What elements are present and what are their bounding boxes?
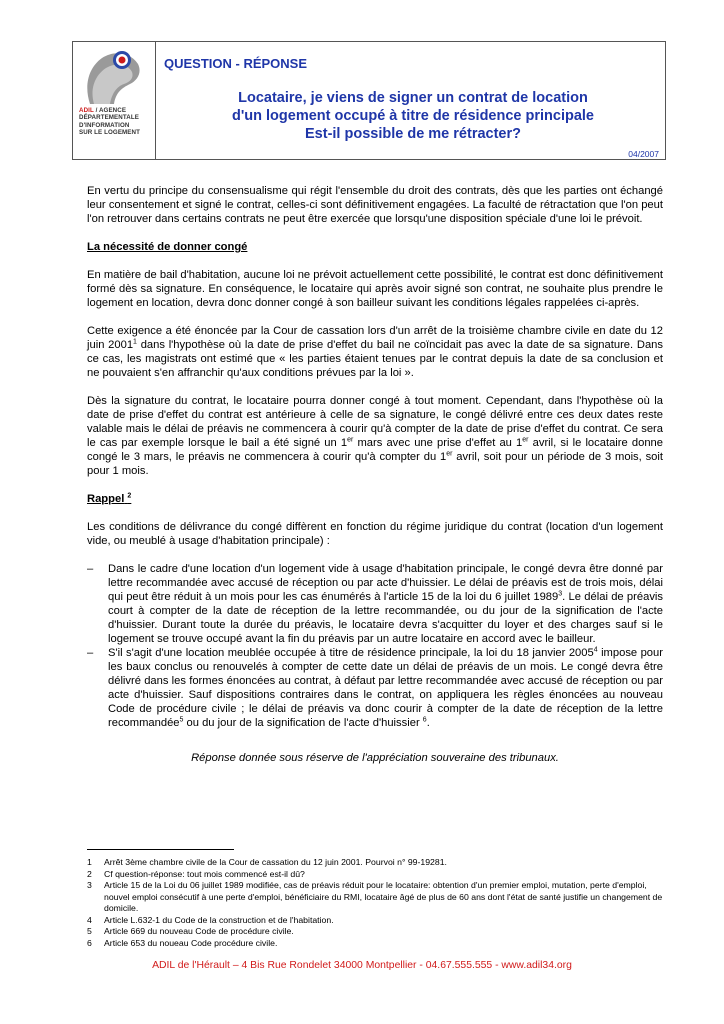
footnotes	[87, 857, 663, 949]
footnote-number: 6	[87, 937, 92, 948]
title-line-1: Locataire, je viens de signer un contrat de location	[238, 90, 588, 106]
footnote-ref-6: 6	[422, 716, 427, 724]
paragraph-cassation	[87, 324, 663, 380]
logo-line-4: SUR LE LOGEMENT	[79, 129, 140, 137]
text-run: mars avec une prise d'effet au 1	[353, 437, 523, 449]
text-run: avril, si le locataire donne congé le 3 mars, le préavis ne commencera à courir qu'à compter du 1	[87, 437, 663, 463]
footnote-number: 2	[87, 868, 92, 879]
logo-line-2: DÉPARTEMENTALE	[79, 114, 139, 122]
question-reponse-tag: QUESTION - RÉPONSE	[164, 56, 308, 71]
closing-disclaimer: Réponse donnée sous réserve de l'appréciation souveraine des tribunaux.	[191, 752, 559, 764]
footnote-text: Article 669 du nouveau Code de procédure civile.	[104, 926, 294, 936]
paragraph-bail: En matière de bail d'habitation, aucune loi ne prévoit actuellement cette possibilité, le contrat est donc définitivement formé dès sa signature. En conséquence, le locataire qui après avoir signé son contrat, ne souhaite plus prendre le logement en location, devra donc donner congé à son bailleur suivant les conditions légales rappelées ci-après.	[87, 269, 663, 309]
title-line-2: d'un logement occupé à titre de résidence principale	[231, 108, 594, 124]
footnote	[87, 938, 663, 950]
document-body	[87, 184, 663, 765]
adil-logo	[73, 42, 156, 159]
footnote-ref-5: 5	[179, 716, 184, 724]
intro-paragraph: En vertu du principe du consensualisme qui régit l'ensemble du droit des contrats, dès que les parties ont échangé leur consentement et signé le contrat, celles-ci sont définitivement engagées. La faculté de rétractation que l'on peut l'on retrouver dans certains contrats ne peut être exercée que lorsqu'une disposition spéciale d'une loi le prévoit.	[87, 185, 663, 225]
footnote-text: Article 15 de la Loi du 06 juillet 1989 modifiée, cas de préavis réduit pour le locataire: obtention d'un premier emploi, mutation, perte d'emploi, nouvel emploi consécutif à une perte d'emploi, bénéficiaire du RMI, locataire âgé de plus de 60 ans dont l'état de santé justifie un changement de domicile.	[104, 880, 663, 913]
text-run: S'il s'agit d'une location meublée occupée à titre de résidence principale, la loi du 18 janvier 2005	[108, 647, 594, 659]
text-run: impose pour les baux conclus ou renouvelés à compter de cette date un délai de préavis de un mois. Le congé devra être délivré dans les formes énoncées au contrat, à défaut par lettre recommandée avec accusé de réception ou par acte d'huissier. Sauf dispositions contraires dans le contrat, on appliquera les règles énoncées au nouveau Code de procédure civile ; le délai de préavis va donc courir à compter de la date de réception de la lettre recommandée	[108, 647, 663, 729]
superscript: er	[347, 436, 354, 444]
heading-text: Rappel	[87, 493, 125, 505]
paragraph-conditions: Les conditions de délivrance du congé diffèrent en fonction du régime juridique du contrat (location d'un logement vide, ou meublé à usage d'habitation principale) :	[87, 521, 663, 547]
text-run: Dans le cadre d'une location d'un logement vide à usage d'habitation principale, le congé devra être donné par lettre recommandée avec accusé de réception ou par acte d'huissier. Le délai de préavis est de trois mois, délai qui peut être réduit à un mois pour les cas énumérés à l'article 15 de la loi du 6 juillet 1989	[108, 563, 663, 603]
title-line-3: Est-il possible de me rétracter?	[305, 126, 521, 142]
footnote	[87, 880, 663, 915]
paragraph-signature	[87, 394, 663, 478]
superscript: er	[522, 436, 529, 444]
footer-contact: ADIL de l'Hérault – 4 Bis Rue Rondelet 34000 Montpellier - 04.67.555.555 - www.adil34.org	[152, 960, 572, 971]
logo-line-1: / AGENCE	[95, 107, 127, 114]
footnote-ref-4: 4	[593, 646, 598, 654]
logo-wordmark	[79, 107, 153, 137]
footnote-text: Arrêt 3ème chambre civile de la Cour de cassation du 12 juin 2001. Pourvoi n° 99-19281.	[104, 857, 447, 867]
footnote-text: Article 653 du noueau Code procédure civile.	[104, 937, 278, 948]
text-run: dans l'hypothèse où la date de prise d'effet du bail ne coïncidait pas avec la date de sa signature. Dans ce cas, les magistrats ont estimé que « les parties étaient tenues par le contrat depuis la date de sa conclusion et ne pouvaient s'en affranchir qu'aux conditions prévues par la loi ».	[87, 339, 663, 379]
dash-bullet: –	[87, 647, 94, 659]
footnote-number: 5	[87, 926, 92, 936]
logo-line-3: D'INFORMATION	[79, 121, 130, 129]
dash-bullet: –	[87, 563, 94, 575]
text-run: .	[426, 717, 430, 729]
footnote-number: 3	[87, 880, 92, 890]
conditions-list	[87, 562, 663, 730]
footnote	[87, 869, 663, 881]
footnote	[87, 915, 663, 927]
footnote-divider	[87, 849, 234, 850]
footnote-ref-1: 1	[133, 338, 137, 346]
logo-adil: ADIL	[79, 107, 94, 114]
text-run: Cette exigence a été énoncée par la Cour de cassation lors d'un arrêt de la troisième chambre civile en date du 12 juin 2001	[87, 325, 663, 351]
document-header	[72, 41, 666, 160]
adil-logo-icon	[80, 46, 148, 106]
footnote	[87, 926, 663, 938]
list-item	[87, 646, 663, 730]
section-heading-conge: La nécessité de donner congé	[87, 241, 248, 253]
publication-date: 04/2007	[628, 149, 659, 159]
text-run: . Le délai de préavis court à compter de la date de réception de la lettre recommandée, ou du jour de la signification de l'acte d'huissier. Durant toute la durée du préavis, le locataire devra s'acquitter du loyer et des charges sauf si le logement se trouve occupé avant la fin du préavis par un autre locataire en accord avec le bailleur.	[108, 591, 663, 645]
footnote-ref-2: 2	[127, 492, 132, 500]
footnote-number: 4	[87, 914, 92, 925]
footnote-text: Article L.632-1 du Code de la construction et de l'habitation.	[104, 914, 334, 925]
footnote-text: Cf question-réponse: tout mois commencé est-il dû?	[104, 868, 305, 879]
footnote	[87, 857, 663, 869]
list-item	[87, 562, 663, 646]
page-title	[163, 89, 663, 143]
text-run: avril, soit pour un période de 3 mois, soit pour 1 mois.	[87, 451, 663, 477]
text-run: ou du jour de la signification de l'acte d'huissier	[183, 717, 423, 729]
footnote-ref-3: 3	[558, 590, 563, 598]
section-heading-rappel	[87, 492, 663, 506]
superscript: er	[446, 450, 453, 458]
text-run: Dès la signature du contrat, le locataire pourra donner congé à tout moment. Cependant, dans l'hypothèse où la date de prise d'effet du contrat est antérieure à celle de sa signature, le congé délivré entre ces deux dates reste valable mais le délai de préavis ne commencera à courir qu'à compter de la date de prise d'effet du contrat. Ce sera le cas par exemple lorsque le bail a été signé un 1	[87, 395, 663, 449]
footnote-number: 1	[87, 857, 92, 867]
